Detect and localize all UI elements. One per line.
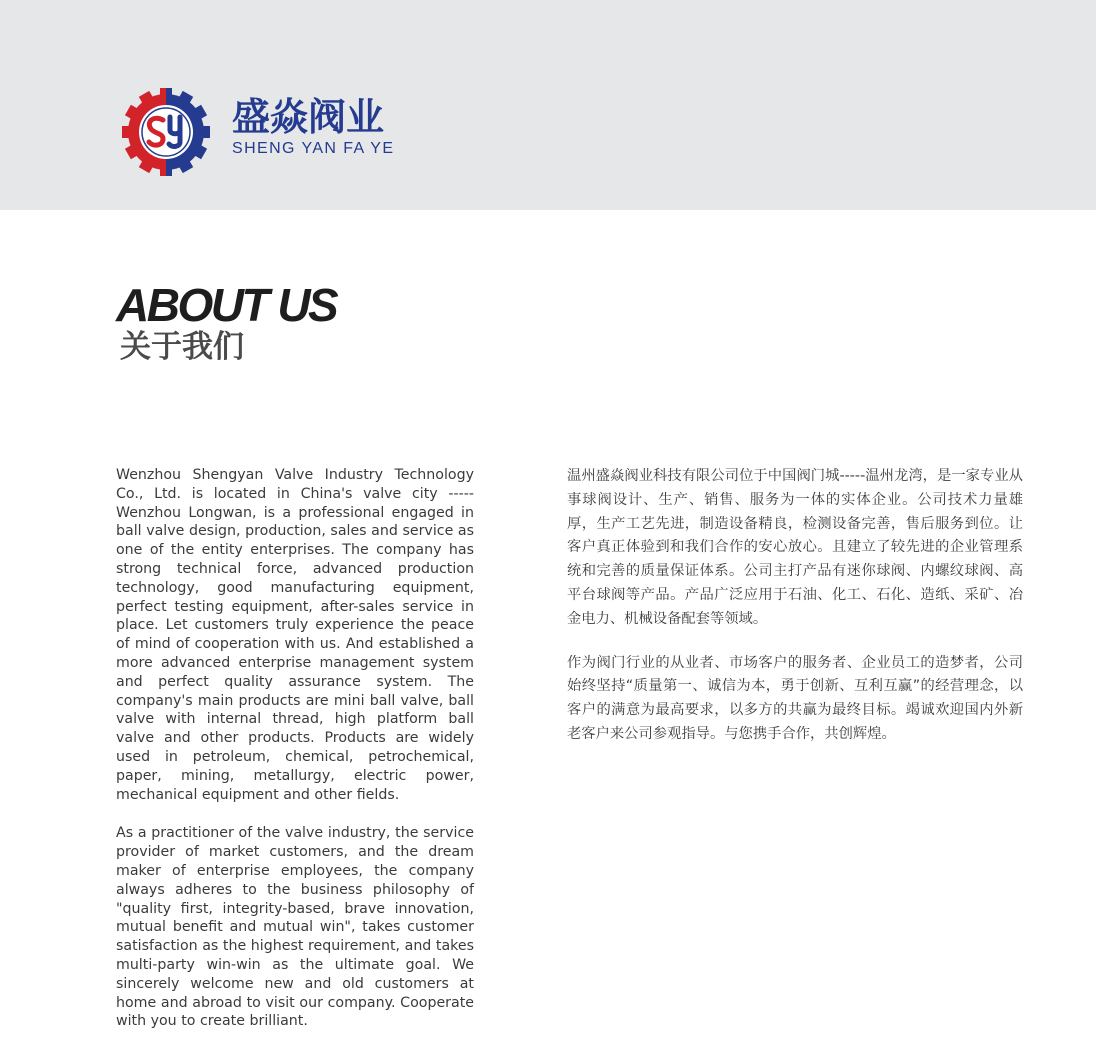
about-paragraph-en-2: As a practitioner of the valve industry, the service provider of market customers, and the dream maker of enterprise employees, the company always adheres to the business philosophy of "quality first, integrity-based, brave innovation, mutual benefit and mutual win", takes customer satisfaction as the highest requirement, and takes multi-party win-win as the ultimate goal. We sincerely welcome new and old customers at home and abroad to visit our company. Cooperate with you to create brilliant. [116,825,474,1030]
company-logo-text [232,96,462,164]
about-paragraph-en-1: Wenzhou Shengyan Valve Industry Technology Co., Ltd. is located in China's valve city ----- Wenzhou Longwan, is a professional engaged in ball valve design, production, sales and service as one of the entity enterprises. The company has strong technical force, advanced production technology, good manufacturing equipment, perfect testing equipment, after-sales service in place. Let customers truly experience the peace of mind of cooperation with us. And established a more advanced enterprise management system and perfect quality assurance system. The company's main products are mini ball valve, ball valve with internal thread, high platform ball valve and other products. Products are widely used in petroleum, chemical, petrochemical, paper, mining, metallurgy, electric power, mechanical equipment and other fields. [116,467,474,803]
company-name-cn: 盛焱阀业 [232,95,385,139]
about-text-cn [567,465,1023,767]
gear-inner-ring [139,105,193,159]
about-text-en [116,466,474,1051]
page-title-cn: 关于我们 [120,329,244,365]
company-name-en: SHENG YAN FA YE [232,140,395,157]
about-paragraph-cn-2: 作为阀门行业的从业者、市场客户的服务者、企业员工的造梦者，公司始终坚持“质量第一、诚信为本，勇于创新、互利互赢”的经营理念，以客户的满意为最高要求，以多方的共赢为最终目标。竭诚欢迎国内外新老客户来公司参观指导。与您携手合作，共创辉煌。 [567,654,1023,742]
company-logo-icon [120,86,212,178]
about-paragraph-cn-1: 温州盛焱阀业科技有限公司位于中国阀门城-----温州龙湾，是一家专业从事球阀设计、生产、销售、服务为一体的实体企业。公司技术力量雄厚，生产工艺先进，制造设备精良，检测设备完善，售后服务到位。让客户真正体验到和我们合作的安心放心。且建立了较先进的企业管理系统和完善的质量保证体系。公司主打产品有迷你球阀、内螺纹球阀、高平台球阀等产品。产品广泛应用于石油、化工、石化、造纸、采矿、冶金电力、机械设备配套等领域。 [567,468,1023,627]
page-title-en: ABOUT US [116,279,337,331]
